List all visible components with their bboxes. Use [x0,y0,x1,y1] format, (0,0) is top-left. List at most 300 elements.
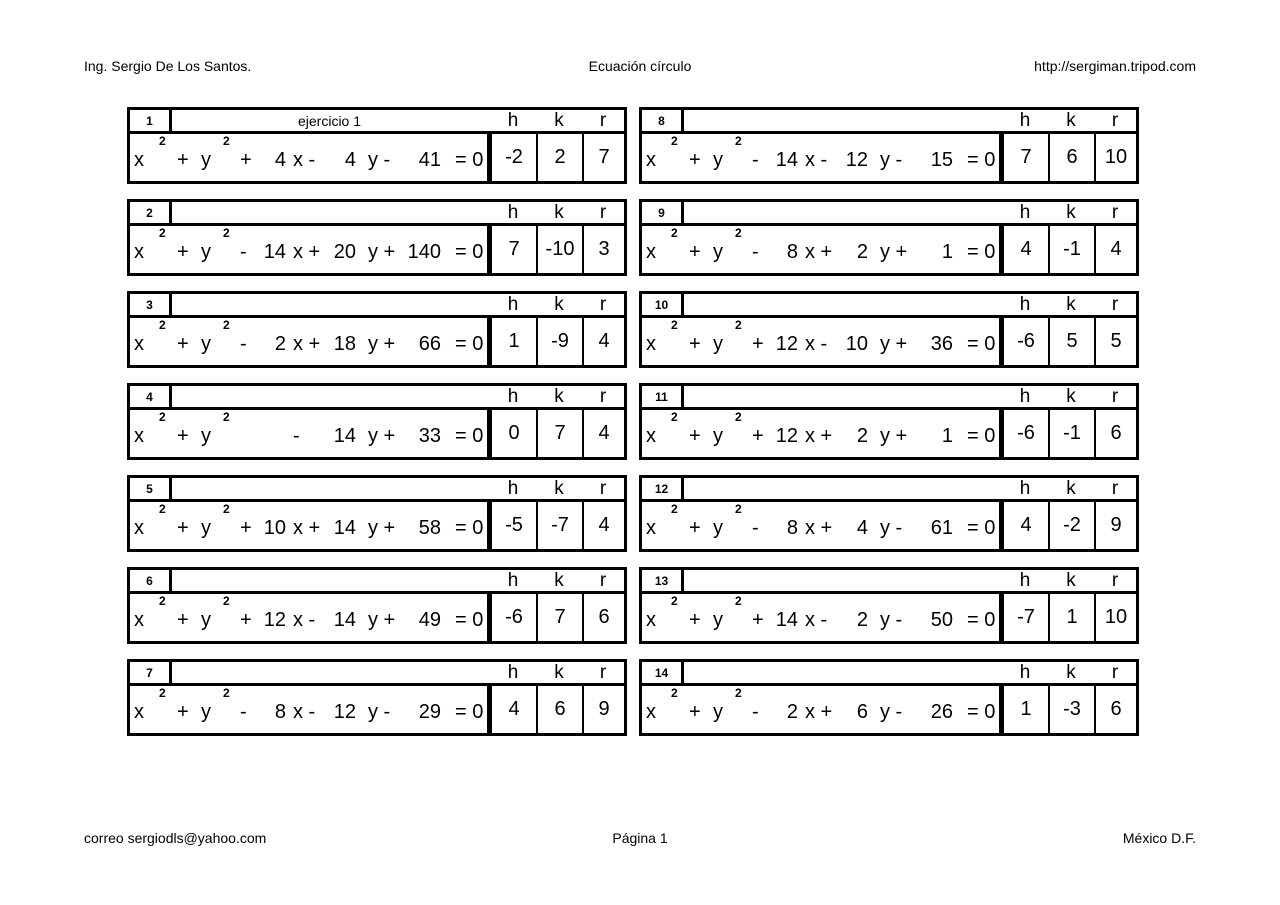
exercise-block [127,659,627,736]
y-exponent: 2 [735,410,742,424]
coef-y: 14 [333,425,356,447]
equals-zero: = 0 [455,241,484,263]
exercise-block [639,291,1139,368]
exercise-header-row [130,662,624,686]
exercise-title [684,570,999,591]
op-y: y + [368,425,396,447]
x-exponent: 2 [671,226,678,240]
op-x: x + [805,517,833,539]
equation [642,502,1004,549]
footer-email[interactable]: correo sergiodls@yahoo.com [84,830,267,846]
x-exponent: 2 [159,318,166,332]
constant: 41 [418,149,441,171]
y-term: y [713,609,723,631]
x-term: x [646,333,656,355]
equation [130,134,492,181]
footer-location: México D.F. [1122,830,1196,846]
y-exponent: 2 [735,686,742,700]
k-value: -1 [1050,226,1096,273]
coef-y: 20 [333,241,356,263]
y-exponent: 2 [223,502,230,516]
exercise-block [639,107,1139,184]
k-value: -10 [538,226,584,273]
exercise-title [172,386,487,407]
exercise-block [127,567,627,644]
coef-y: 14 [333,609,356,631]
h-header: h [1019,294,1031,315]
y-term: y [713,333,723,355]
equals-zero: = 0 [967,425,996,447]
h-header: h [507,202,519,223]
sign-x: + [752,333,764,355]
sign-x: - [240,333,247,355]
x-square-sign: + [689,517,701,539]
exercise-block [127,383,627,460]
k-value: 6 [538,686,584,733]
h-value: -6 [1004,410,1050,457]
r-header: r [599,202,607,223]
exercise-number: 6 [130,570,172,591]
y-exponent: 2 [223,134,230,148]
k-value: 2 [538,134,584,181]
y-exponent: 2 [223,686,230,700]
equation [642,686,1004,733]
h-header: h [507,386,519,407]
exercise-title [172,294,487,315]
x-exponent: 2 [671,410,678,424]
k-header: k [1066,662,1076,683]
k-value: 6 [1050,134,1096,181]
k-header: k [1066,478,1076,499]
op-y: y - [880,701,903,723]
equation [130,594,492,641]
exercise-number: 5 [130,478,172,499]
exercise-title [172,202,487,223]
op-x: x - [805,149,828,171]
op-y: y + [368,517,396,539]
coef-y: 18 [333,333,356,355]
r-value: 3 [598,238,610,260]
y-term: y [201,517,211,539]
r-header: r [599,294,607,315]
equation [130,318,492,365]
k-header: k [1066,202,1076,223]
y-exponent: 2 [223,594,230,608]
exercise-header-row [130,202,624,226]
x-exponent: 2 [159,410,166,424]
x-term: x [134,701,144,723]
r-value: 7 [598,146,610,168]
h-header: h [507,662,519,683]
k-header: k [1066,570,1076,591]
equals-zero: = 0 [967,609,996,631]
exercise-block [127,475,627,552]
op-x: x + [805,425,833,447]
sign-x: + [752,425,764,447]
y-exponent: 2 [735,318,742,332]
y-exponent: 2 [223,318,230,332]
exercise-block [127,291,627,368]
equation [130,686,492,733]
coef-x: 8 [786,517,798,539]
op-x: x + [293,517,321,539]
constant: 50 [930,609,953,631]
exercise-header-row [130,110,624,134]
exercise-block [639,475,1139,552]
k-header: k [554,478,564,499]
h-header: h [507,294,519,315]
y-term: y [713,701,723,723]
equals-zero: = 0 [967,517,996,539]
exercise-number: 11 [642,386,684,407]
r-value: 10 [1104,606,1128,628]
op-y: y - [880,517,903,539]
r-value: 9 [1110,514,1122,536]
x-exponent: 2 [159,226,166,240]
header-author: Ing. Sergio De Los Santos. [84,58,252,74]
coef-x: 8 [786,241,798,263]
coef-y: 2 [856,241,868,263]
exercise-number: 2 [130,202,172,223]
x-exponent: 2 [671,134,678,148]
x-square-sign: + [689,149,701,171]
r-header: r [1111,110,1119,131]
r-header: r [599,478,607,499]
equation [130,410,492,457]
equals-zero: = 0 [455,609,484,631]
h-header: h [1019,662,1031,683]
exercise-title [172,662,487,683]
exercise-header-row [642,294,1136,318]
k-header: k [554,662,564,683]
equals-zero: = 0 [967,333,996,355]
y-term: y [201,333,211,355]
equals-zero: = 0 [455,333,484,355]
k-value: 5 [1050,318,1096,365]
coef-x: 4 [274,149,286,171]
exercise-title [684,110,999,131]
op-y: y + [368,241,396,263]
h-value: 4 [1004,502,1050,549]
coef-y: 14 [333,517,356,539]
r-header: r [1111,294,1119,315]
x-square-sign: + [177,609,189,631]
exercise-number: 14 [642,662,684,683]
constant: 58 [418,517,441,539]
coef-y: 12 [845,149,868,171]
sign-x: - [240,241,247,263]
x-term: x [134,333,144,355]
op-x: x + [293,333,321,355]
sign-x: - [240,701,247,723]
y-exponent: 2 [735,226,742,240]
h-value: 4 [1004,226,1050,273]
h-value: 7 [1004,134,1050,181]
y-exponent: 2 [223,226,230,240]
k-value: 7 [538,410,584,457]
x-exponent: 2 [671,686,678,700]
exercise-block [639,567,1139,644]
k-header: k [554,570,564,591]
y-exponent: 2 [735,594,742,608]
equation [642,318,1004,365]
op-x: x - [805,609,828,631]
sign-x: + [240,149,252,171]
exercise-header-row [642,202,1136,226]
constant: 1 [941,241,953,263]
h-value: -6 [492,594,538,641]
r-header: r [599,386,607,407]
k-header: k [1066,386,1076,407]
op-y: y + [368,333,396,355]
exercise-block [639,659,1139,736]
exercise-title [684,386,999,407]
x-term: x [134,149,144,171]
constant: 1 [941,425,953,447]
exercise-header-row [130,478,624,502]
x-exponent: 2 [159,594,166,608]
exercise-number: 4 [130,386,172,407]
exercise-block [639,199,1139,276]
sign-x: - [752,149,759,171]
r-value: 10 [1104,146,1128,168]
k-value: -2 [1050,502,1096,549]
r-header: r [599,662,607,683]
r-value: 9 [598,698,610,720]
r-value: 6 [598,606,610,628]
h-value: -7 [1004,594,1050,641]
x-square-sign: + [177,149,189,171]
r-value: 5 [1110,330,1122,352]
exercise-title [172,570,487,591]
exercise-title [684,202,999,223]
exercise-header-row [130,294,624,318]
coef-x: 12 [263,609,286,631]
exercise-header-row [642,570,1136,594]
coef-y: 2 [856,609,868,631]
x-exponent: 2 [159,134,166,148]
op-x: x + [293,241,321,263]
k-value: -9 [538,318,584,365]
equals-zero: = 0 [455,517,484,539]
op-y: y - [368,149,391,171]
op-x: x + [805,241,833,263]
sign-x: - [752,701,759,723]
k-value: -1 [1050,410,1096,457]
equals-zero: = 0 [455,701,484,723]
coef-x: 10 [263,517,286,539]
exercise-number: 9 [642,202,684,223]
k-header: k [554,110,564,131]
h-header: h [507,478,519,499]
op-y: y + [880,333,908,355]
exercise-number: 10 [642,294,684,315]
x-term: x [646,241,656,263]
equation [130,226,492,273]
k-value: -3 [1050,686,1096,733]
header-url[interactable]: http://sergiman.tripod.com [1034,58,1196,74]
r-value: 4 [1110,238,1122,260]
coef-y: 4 [856,517,868,539]
y-term: y [201,701,211,723]
x-square-sign: + [177,425,189,447]
op-y: y + [880,241,908,263]
x-exponent: 2 [671,502,678,516]
k-header: k [554,386,564,407]
exercise-header-row [642,110,1136,134]
constant: 61 [930,517,953,539]
x-term: x [646,701,656,723]
equals-zero: = 0 [967,241,996,263]
op-y: y - [368,701,391,723]
constant: 140 [407,241,441,263]
r-value: 4 [598,330,610,352]
equation [642,226,1004,273]
equals-zero: = 0 [967,701,996,723]
exercise-header-row [130,570,624,594]
r-header: r [1111,570,1119,591]
exercise-block [639,383,1139,460]
h-value: 1 [492,318,538,365]
exercise-title: ejercicio 1 [297,113,362,129]
h-value: 1 [1004,686,1050,733]
y-exponent: 2 [735,502,742,516]
h-header: h [507,570,519,591]
exercise-block [127,107,627,184]
r-value: 6 [1110,422,1122,444]
equals-zero: = 0 [967,149,996,171]
x-square-sign: + [177,241,189,263]
exercise-block [127,199,627,276]
exercise-header-row [642,662,1136,686]
op-x: x - [293,149,316,171]
sign-x: + [240,517,252,539]
op-x: - [293,425,300,447]
x-term: x [646,517,656,539]
exercise-number: 13 [642,570,684,591]
coef-y: 12 [333,701,356,723]
y-term: y [713,149,723,171]
op-x: x - [805,333,828,355]
coef-y: 6 [856,701,868,723]
r-header: r [1111,386,1119,407]
x-square-sign: + [177,701,189,723]
y-term: y [201,149,211,171]
exercise-title [172,478,487,499]
r-header: r [1111,202,1119,223]
equals-zero: = 0 [455,149,484,171]
exercise-header-row [130,386,624,410]
k-value: 1 [1050,594,1096,641]
y-exponent: 2 [735,134,742,148]
h-header: h [1019,478,1031,499]
x-term: x [646,609,656,631]
h-value: 0 [492,410,538,457]
y-term: y [201,241,211,263]
x-square-sign: + [177,517,189,539]
x-exponent: 2 [159,502,166,516]
k-value: 7 [538,594,584,641]
sign-x: + [240,609,252,631]
h-value: -5 [492,502,538,549]
k-header: k [554,202,564,223]
coef-x: 14 [263,241,286,263]
y-term: y [201,609,211,631]
op-x: x - [293,701,316,723]
coef-y: 2 [856,425,868,447]
k-value: -7 [538,502,584,549]
r-value: 6 [1110,698,1122,720]
constant: 49 [418,609,441,631]
x-square-sign: + [689,609,701,631]
coef-x: 12 [775,333,798,355]
h-value: 4 [492,686,538,733]
r-header: r [599,110,607,131]
equation [642,134,1004,181]
r-header: r [1111,478,1119,499]
r-value: 4 [598,422,610,444]
op-y: y + [368,609,396,631]
k-header: k [554,294,564,315]
r-value: 4 [598,514,610,536]
exercise-number: 8 [642,110,684,131]
exercise-title [684,478,999,499]
y-term: y [201,425,211,447]
exercise-header-row [642,386,1136,410]
equation [642,410,1004,457]
x-exponent: 2 [159,686,166,700]
coef-x: 2 [274,333,286,355]
y-term: y [713,425,723,447]
coef-x: 14 [775,609,798,631]
op-y: y + [880,425,908,447]
h-header: h [1019,202,1031,223]
footer-page: Página 1 [612,830,668,846]
equation [642,594,1004,641]
x-term: x [646,425,656,447]
coef-y: 4 [344,149,356,171]
coef-x: 12 [775,425,798,447]
x-term: x [646,149,656,171]
y-term: y [713,241,723,263]
exercise-number: 1 [130,110,172,131]
h-header: h [1019,110,1031,131]
op-y: y - [880,609,903,631]
header-title: Ecuación círculo [588,58,692,74]
x-term: x [134,609,144,631]
coef-y: 10 [845,333,868,355]
equation [130,502,492,549]
r-header: r [599,570,607,591]
h-value: -2 [492,134,538,181]
x-term: x [134,425,144,447]
exercise-number: 12 [642,478,684,499]
exercise-title [684,662,999,683]
exercise-header-row [642,478,1136,502]
coef-x: 2 [786,701,798,723]
x-term: x [134,517,144,539]
exercise-title [684,294,999,315]
y-term: y [713,517,723,539]
coef-x: 14 [775,149,798,171]
h-header: h [507,110,519,131]
coef-x: 8 [274,701,286,723]
x-square-sign: + [689,425,701,447]
x-square-sign: + [689,241,701,263]
k-header: k [1066,110,1076,131]
sign-x: - [752,241,759,263]
constant: 36 [930,333,953,355]
